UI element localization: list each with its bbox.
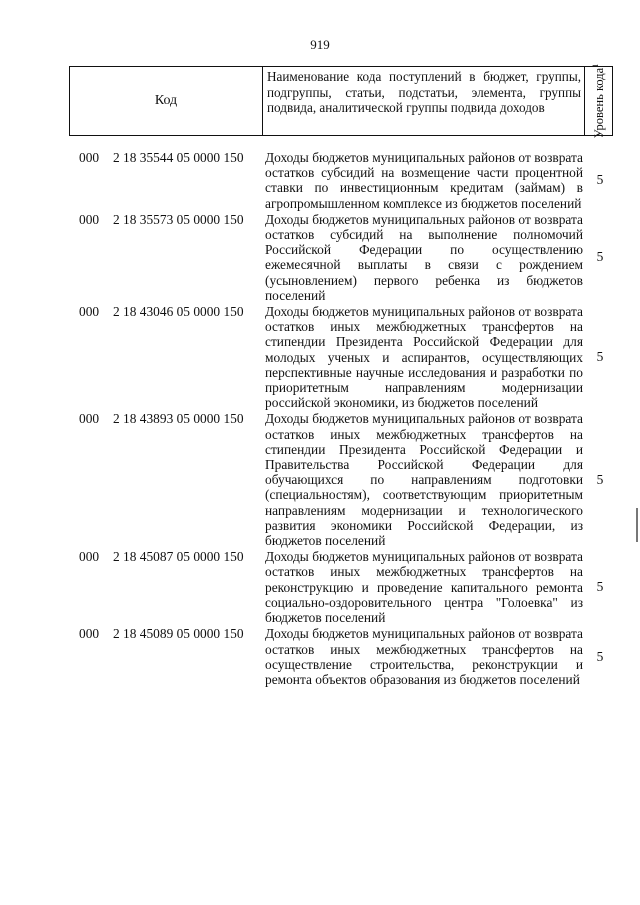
- row-code: 2 18 35573 05 0000 150: [113, 211, 244, 227]
- header-level-footnote: 1: [590, 63, 600, 68]
- table-row: [0, 212, 640, 303]
- row-level: 5: [596, 648, 604, 664]
- page-number: 919: [310, 37, 330, 52]
- header-level-label: [590, 64, 606, 138]
- row-description: Доходы бюджетов муниципальных районов от возврата остатков иных межбюджетных трансфертов на осуществление строительства, реконструкции и ремонта объектов образования из бюджетов поселений: [265, 626, 583, 687]
- row-level: 5: [596, 349, 604, 365]
- table-row: [0, 304, 640, 410]
- table-body: [0, 150, 640, 688]
- scan-edge-mark: [636, 508, 638, 542]
- table-row: [0, 549, 640, 625]
- row-level: 5: [596, 471, 604, 487]
- row-level: 5: [596, 249, 604, 265]
- row-code: 2 18 43046 05 0000 150: [113, 304, 244, 320]
- row-description: Доходы бюджетов муниципальных районов от возврата остатков субсидий на возмещение части процентной ставки по инвестиционным кредитам (займам) в агропромышленном комплексе из бюджетов поселений: [265, 150, 583, 211]
- header-name-column: Наименование кода поступлений в бюджет, группы, подгруппы, статьи, подстатьи, элемента, группы подвида, аналитической группы подвида доходов: [263, 67, 585, 135]
- row-code: 2 18 45089 05 0000 150: [113, 626, 244, 642]
- row-level: 5: [596, 579, 604, 595]
- row-description: Доходы бюджетов муниципальных районов от возврата остатков иных межбюджетных трансфертов на стипендии Президента Российской Федерации и Правительства Российской Федерации для обучающихся по направлениям подготовки (специальностям), соответствующим приоритетным направлениям модернизации и технологического развития экономики Российской Федерации, из бюджетов поселений: [265, 411, 583, 549]
- row-code-prefix: 000: [79, 626, 100, 642]
- row-description: Доходы бюджетов муниципальных районов от возврата остатков иных межбюджетных трансфертов на стипендии Президента Российской Федерации для молодых ученых и аспирантов, осуществляющих перспективные научные исследования и разработки по приоритетным направлениям модернизации российской экономики, из бюджетов поселений: [265, 304, 583, 411]
- table-header: [69, 63, 613, 139]
- row-description: Доходы бюджетов муниципальных районов от возврата остатков иных межбюджетных трансфертов на реконструкцию и проведение капитального ремонта социально-оздоровительного центра "Голоевка" из бюджетов поселений: [265, 549, 583, 626]
- header-level-text: Уровень кода: [591, 67, 606, 139]
- row-code-prefix: 000: [79, 211, 100, 227]
- row-description: Доходы бюджетов муниципальных районов от возврата остатков субсидий на выполнение полномочий Российской Федерации по осуществлению ежемесячной выплаты в связи с рождением (усыновлением) первого ребенка из бюджетов поселений: [265, 211, 583, 303]
- header-level-column: [585, 63, 612, 139]
- header-code-column: Код: [70, 67, 263, 135]
- row-code-prefix: 000: [79, 304, 100, 320]
- table-row: [0, 411, 640, 548]
- row-code: 2 18 45087 05 0000 150: [113, 549, 244, 565]
- row-level: 5: [596, 172, 604, 188]
- table-row: [0, 150, 640, 211]
- table-row: [0, 626, 640, 687]
- row-code-prefix: 000: [79, 549, 100, 565]
- row-code-prefix: 000: [79, 411, 100, 427]
- row-code: 2 18 43893 05 0000 150: [113, 411, 244, 427]
- row-code-prefix: 000: [79, 150, 100, 165]
- row-code: 2 18 35544 05 0000 150: [113, 150, 244, 165]
